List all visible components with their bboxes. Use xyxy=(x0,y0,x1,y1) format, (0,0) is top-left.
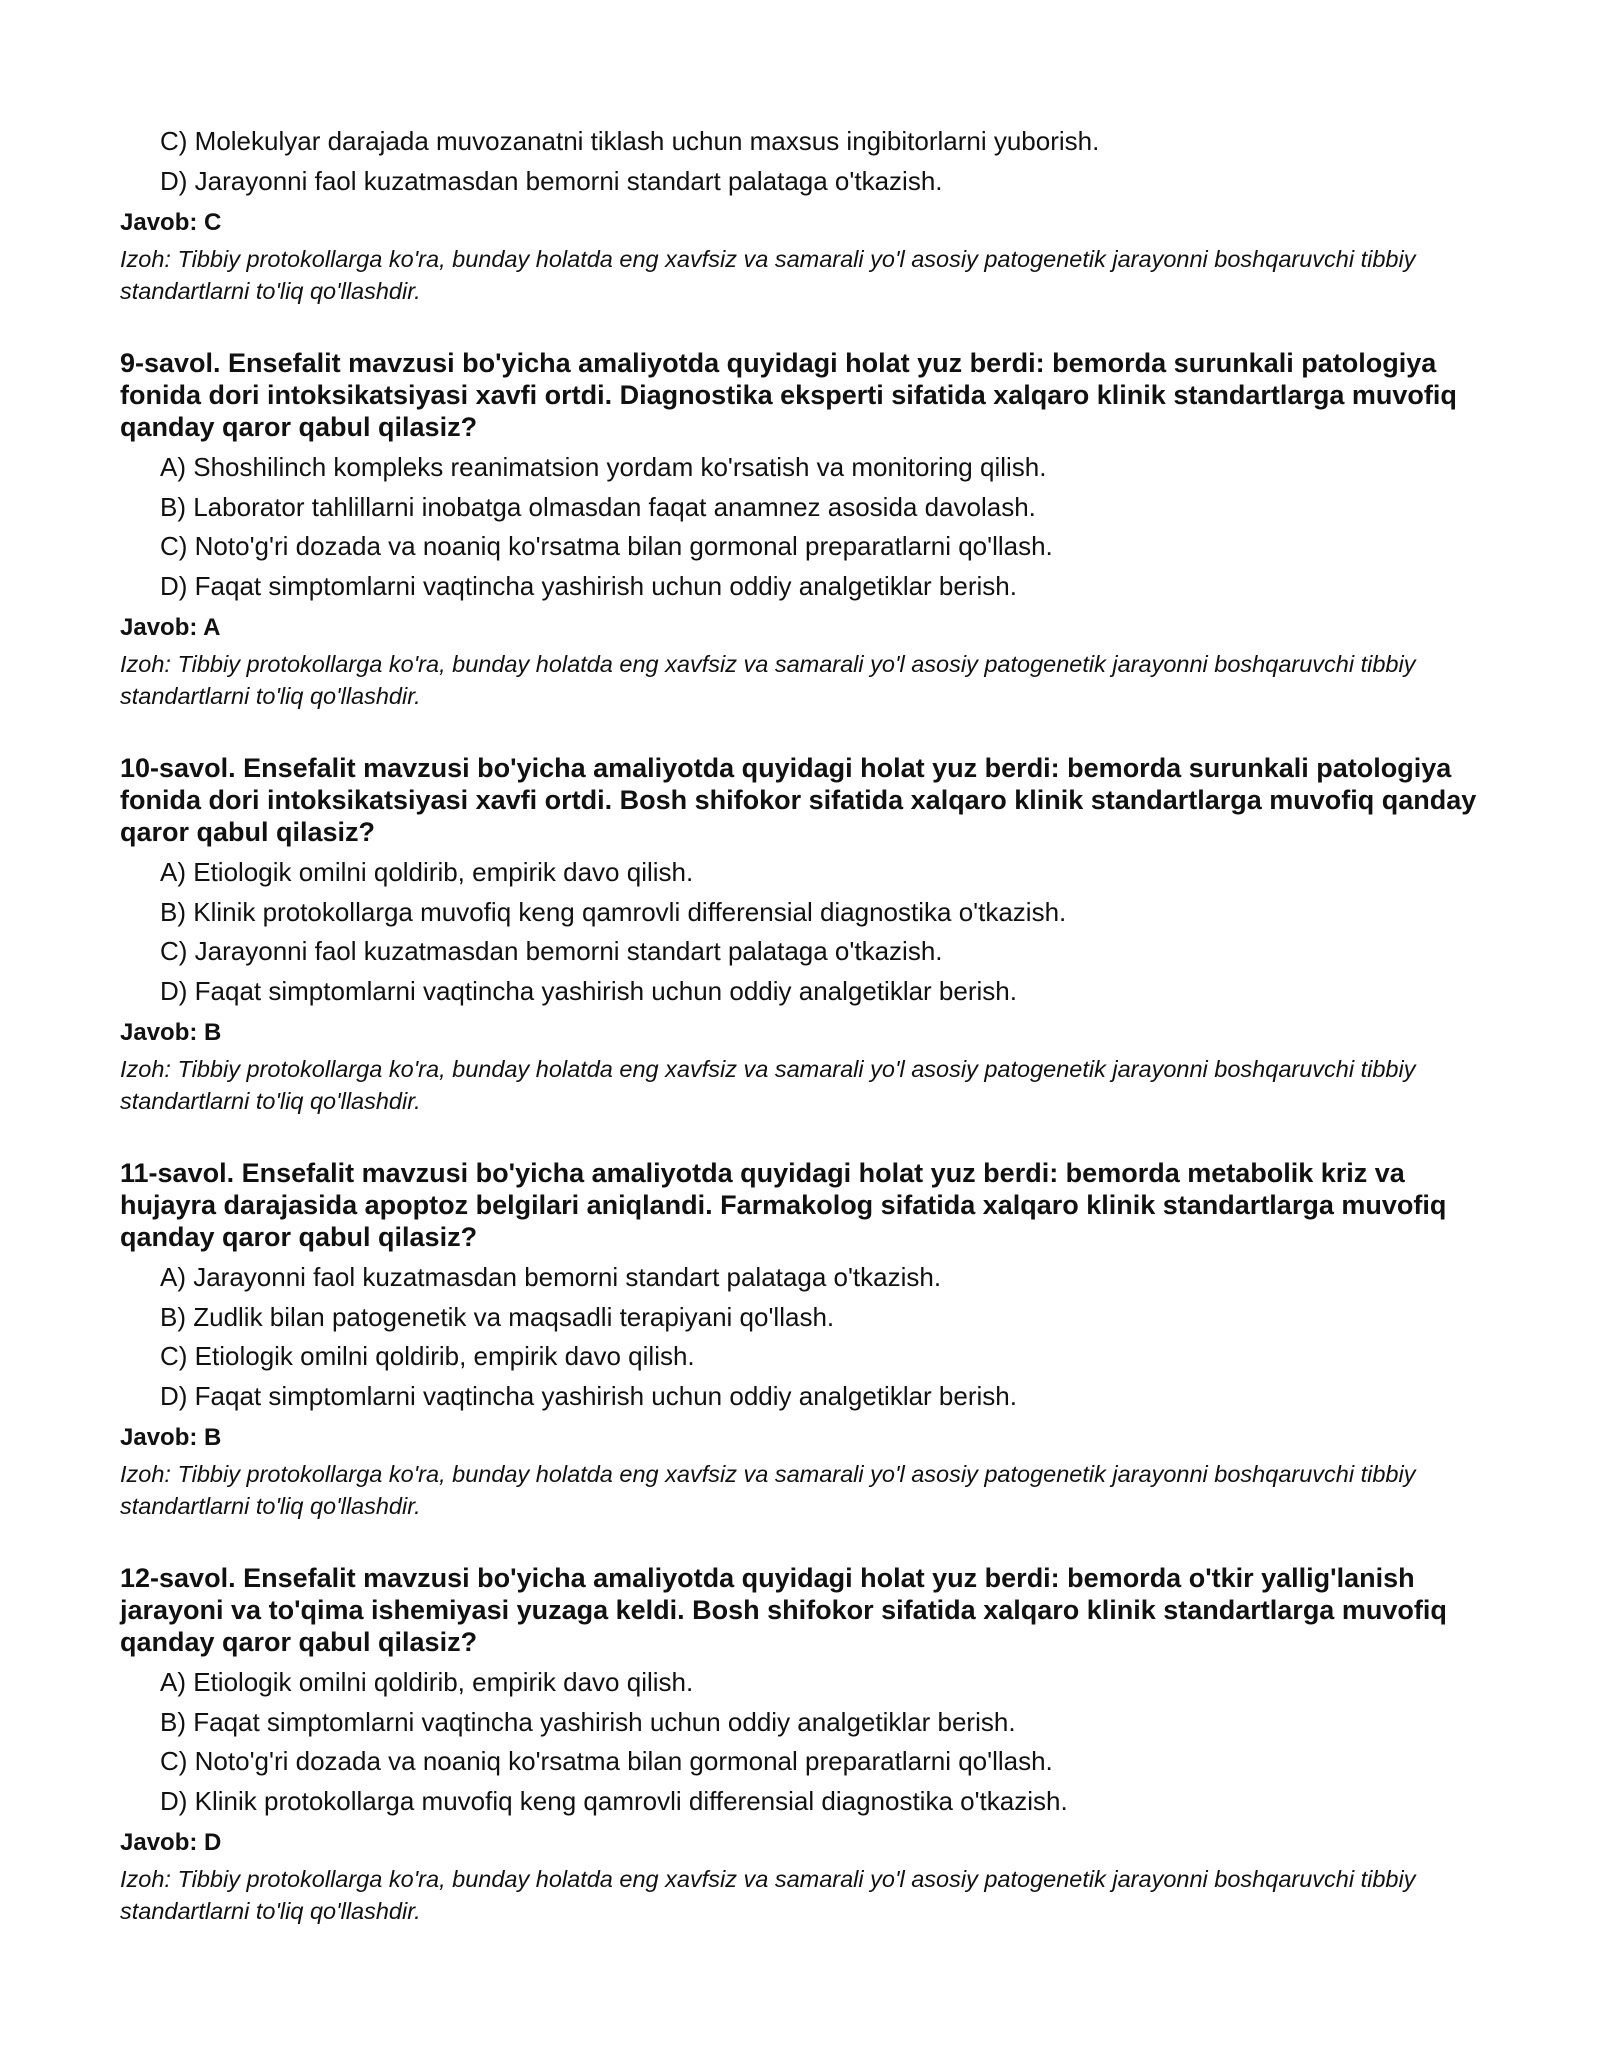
option-d: D) Jarayonni faol kuzatmasdan bemorni standart palataga o'tkazish. xyxy=(160,165,943,196)
question-9 xyxy=(120,347,1490,712)
question-8-continuation xyxy=(120,122,1490,307)
option-b: B) Faqat simptomlarni vaqtincha yashirish uchun oddiy analgetiklar berish. xyxy=(160,1706,1016,1737)
option-d: D) Faqat simptomlarni vaqtincha yashirish uchun oddiy analgetiklar berish. xyxy=(160,1380,1017,1411)
option-c: C) Molekulyar darajada muvozanatni tiklash uchun maxsus ingibitorlarni yuborish. xyxy=(160,126,1100,156)
explanation-note: Izoh: Tibbiy protokollarga ko'ra, bunday holatda eng xavfsiz va samarali yo'l asosiy patogenetik jarayonni boshqaruvchi tibbiy standartlarni to'liq qo'llashdir. xyxy=(120,246,1416,304)
option-list xyxy=(120,122,1490,201)
question-text: 12-savol. Ensefalit mavzusi bo'yicha amaliyotda quyidagi holat yuz berdi: bemorda o'tkir yallig'lanish jarayoni va to'qima ishemiyasi yuzaga keldi. Bosh shifokor sifatida xalqaro klinik standartlarga muvofiq qanday qaror qabul qilasiz? xyxy=(120,1563,1447,1657)
question-text: 10-savol. Ensefalit mavzusi bo'yicha amaliyotda quyidagi holat yuz berdi: bemorda surunkali patologiya fonida dori intoksikatsiyasi xavfi ortdi. Bosh shifokor sifatida xalqaro klinik standartlarga muvofiq qanday qaror qabul qilasiz? xyxy=(120,753,1477,847)
option-a: A) Etiologik omilni qoldirib, empirik davo qilish. xyxy=(160,1667,694,1697)
option-d: D) Klinik protokollarga muvofiq keng qamrovli differensial diagnostika o'tkazish. xyxy=(160,1785,1068,1816)
explanation-note: Izoh: Tibbiy protokollarga ko'ra, bunday holatda eng xavfsiz va samarali yo'l asosiy patogenetik jarayonni boshqaruvchi tibbiy standartlarni to'liq qo'llashdir. xyxy=(120,1866,1416,1924)
option-b: B) Laborator tahlillarni inobatga olmasdan faqat anamnez asosida davolash. xyxy=(160,491,1036,522)
option-a: A) Shoshilinch kompleks reanimatsion yordam ko'rsatish va monitoring qilish. xyxy=(160,452,1047,482)
question-text: 9-savol. Ensefalit mavzusi bo'yicha amaliyotda quyidagi holat yuz berdi: bemorda surunkali patologiya fonida dori intoksikatsiyasi xavfi ortdi. Diagnostika eksperti sifatida xalqaro klinik standartlarga muvofiq qanday qaror qabul qilasiz? xyxy=(120,348,1457,442)
document-page xyxy=(120,122,1490,1927)
answer-label: Javob: D xyxy=(120,1829,222,1856)
option-b: B) Zudlik bilan patogenetik va maqsadli terapiyani qo'llash. xyxy=(160,1301,835,1332)
explanation-note: Izoh: Tibbiy protokollarga ko'ra, bunday holatda eng xavfsiz va samarali yo'l asosiy patogenetik jarayonni boshqaruvchi tibbiy standartlarni to'liq qo'llashdir. xyxy=(120,651,1416,709)
option-b: B) Klinik protokollarga muvofiq keng qamrovli differensial diagnostika o'tkazish. xyxy=(160,896,1067,927)
answer-label: Javob: B xyxy=(120,1019,222,1046)
explanation-note: Izoh: Tibbiy protokollarga ko'ra, bunday holatda eng xavfsiz va samarali yo'l asosiy patogenetik jarayonni boshqaruvchi tibbiy standartlarni to'liq qo'llashdir. xyxy=(120,1056,1416,1114)
option-d: D) Faqat simptomlarni vaqtincha yashirish uchun oddiy analgetiklar berish. xyxy=(160,570,1017,601)
option-c: C) Etiologik omilni qoldirib, empirik davo qilish. xyxy=(160,1341,695,1371)
question-11 xyxy=(120,1157,1490,1522)
question-text: 11-savol. Ensefalit mavzusi bo'yicha amaliyotda quyidagi holat yuz berdi: bemorda metabolik kriz va hujayra darajasida apoptoz belgilari aniqlandi. Farmakolog sifatida xalqaro klinik standartlarga muvofiq qanday qaror qabul qilasiz? xyxy=(120,1158,1447,1252)
answer-label: Javob: A xyxy=(120,614,221,641)
question-12 xyxy=(120,1562,1490,1927)
option-d: D) Faqat simptomlarni vaqtincha yashirish uchun oddiy analgetiklar berish. xyxy=(160,975,1017,1006)
answer-label: Javob: C xyxy=(120,209,222,236)
option-c: C) Noto'g'ri dozada va noaniq ko'rsatma bilan gormonal preparatlarni qo'llash. xyxy=(160,1746,1053,1776)
answer-label: Javob: B xyxy=(120,1424,222,1451)
question-10 xyxy=(120,752,1490,1117)
option-c: C) Jarayonni faol kuzatmasdan bemorni standart palataga o'tkazish. xyxy=(160,936,943,966)
option-a: A) Jarayonni faol kuzatmasdan bemorni standart palataga o'tkazish. xyxy=(160,1262,942,1292)
option-c: C) Noto'g'ri dozada va noaniq ko'rsatma bilan gormonal preparatlarni qo'llash. xyxy=(160,531,1053,561)
option-a: A) Etiologik omilni qoldirib, empirik davo qilish. xyxy=(160,857,694,887)
explanation-note: Izoh: Tibbiy protokollarga ko'ra, bunday holatda eng xavfsiz va samarali yo'l asosiy patogenetik jarayonni boshqaruvchi tibbiy standartlarni to'liq qo'llashdir. xyxy=(120,1461,1416,1519)
